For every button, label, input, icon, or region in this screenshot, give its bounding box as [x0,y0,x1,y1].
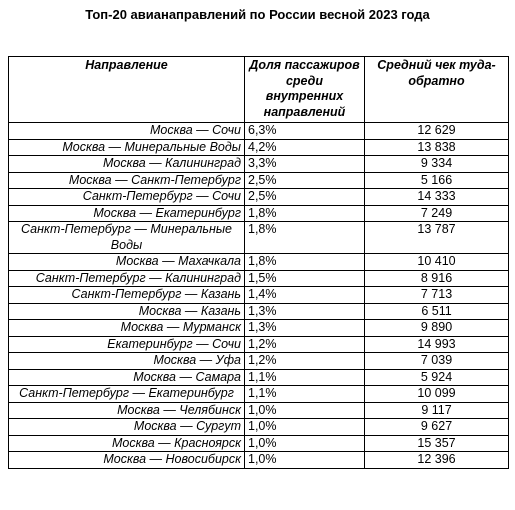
share-cell: 1,8% [245,222,365,254]
share-cell: 1,8% [245,254,365,271]
route-cell: Москва — Мурманск [9,320,245,337]
price-cell: 9 117 [365,402,509,419]
price-cell: 5 166 [365,172,509,189]
share-cell: 1,5% [245,270,365,287]
table-row [9,139,509,156]
price-cell: 9 627 [365,419,509,436]
share-cell: 6,3% [245,123,365,140]
share-cell: 1,3% [245,303,365,320]
table-row [9,336,509,353]
table-row [9,205,509,222]
route-cell: Москва — Красноярск [9,435,245,452]
price-cell: 8 916 [365,270,509,287]
table-row [9,353,509,370]
route-cell: Санкт-Петербург — Казань [9,287,245,304]
price-cell: 14 333 [365,189,509,206]
table-row [9,303,509,320]
price-cell: 7 249 [365,205,509,222]
table-row [9,320,509,337]
price-cell: 10 410 [365,254,509,271]
route-cell: Москва — Новосибирск [9,452,245,469]
route-cell: Москва — Калининград [9,156,245,173]
route-cell: Москва — Санкт-Петербург [9,172,245,189]
share-cell: 1,1% [245,386,365,403]
route-cell: Москва — Махачкала [9,254,245,271]
route-cell: Санкт-Петербург — Сочи [9,189,245,206]
table-row [9,123,509,140]
price-cell: 7 039 [365,353,509,370]
share-cell: 1,8% [245,205,365,222]
route-cell: Москва — Казань [9,303,245,320]
routes-table [8,56,509,469]
share-cell: 1,3% [245,320,365,337]
route-cell: Москва — Екатеринбург [9,205,245,222]
share-cell: 3,3% [245,156,365,173]
table-body [9,123,509,469]
price-cell: 13 787 [365,222,509,254]
table-row [9,189,509,206]
price-cell: 7 713 [365,287,509,304]
share-cell: 1,0% [245,402,365,419]
table-row [9,287,509,304]
table-header-row [9,57,509,123]
price-cell: 10 099 [365,386,509,403]
table-row [9,254,509,271]
route-cell: Москва — Челябинск [9,402,245,419]
table-row [9,435,509,452]
route-cell: Екатеринбург — Сочи [9,336,245,353]
share-cell: 1,0% [245,419,365,436]
header-price: Средний чек туда-обратно [365,57,509,123]
price-cell: 5 924 [365,369,509,386]
share-cell: 4,2% [245,139,365,156]
price-cell: 9 890 [365,320,509,337]
share-cell: 1,2% [245,336,365,353]
share-cell: 1,2% [245,353,365,370]
price-cell: 6 511 [365,303,509,320]
route-cell: Москва — Сургут [9,419,245,436]
share-cell: 2,5% [245,172,365,189]
table-row [9,386,509,403]
route-cell: Москва — Самара [9,369,245,386]
route-cell: Москва — Минеральные Воды [9,139,245,156]
price-cell: 14 993 [365,336,509,353]
table-row [9,156,509,173]
page-title: Топ-20 авианаправлений по России весной 2023 года [85,7,430,22]
table-row [9,419,509,436]
header-share: Доля пассажиров среди внутренних направлений [245,57,365,123]
price-cell: 12 396 [365,452,509,469]
share-cell: 1,1% [245,369,365,386]
price-cell: 9 334 [365,156,509,173]
table-row [9,222,509,254]
price-cell: 15 357 [365,435,509,452]
table-row [9,172,509,189]
table-row [9,270,509,287]
route-cell: Санкт-Петербург — Калининград [9,270,245,287]
share-cell: 1,0% [245,452,365,469]
price-cell: 13 838 [365,139,509,156]
route-cell: Москва — Сочи [9,123,245,140]
share-cell: 2,5% [245,189,365,206]
table-row [9,369,509,386]
route-cell: Санкт-Петербург — Екатеринбург [9,386,245,403]
route-cell: Санкт-Петербург — Минеральные Воды [9,222,245,254]
route-cell: Москва — Уфа [9,353,245,370]
share-cell: 1,4% [245,287,365,304]
header-route: Направление [9,57,245,123]
table-row [9,402,509,419]
price-cell: 12 629 [365,123,509,140]
table-row [9,452,509,469]
share-cell: 1,0% [245,435,365,452]
